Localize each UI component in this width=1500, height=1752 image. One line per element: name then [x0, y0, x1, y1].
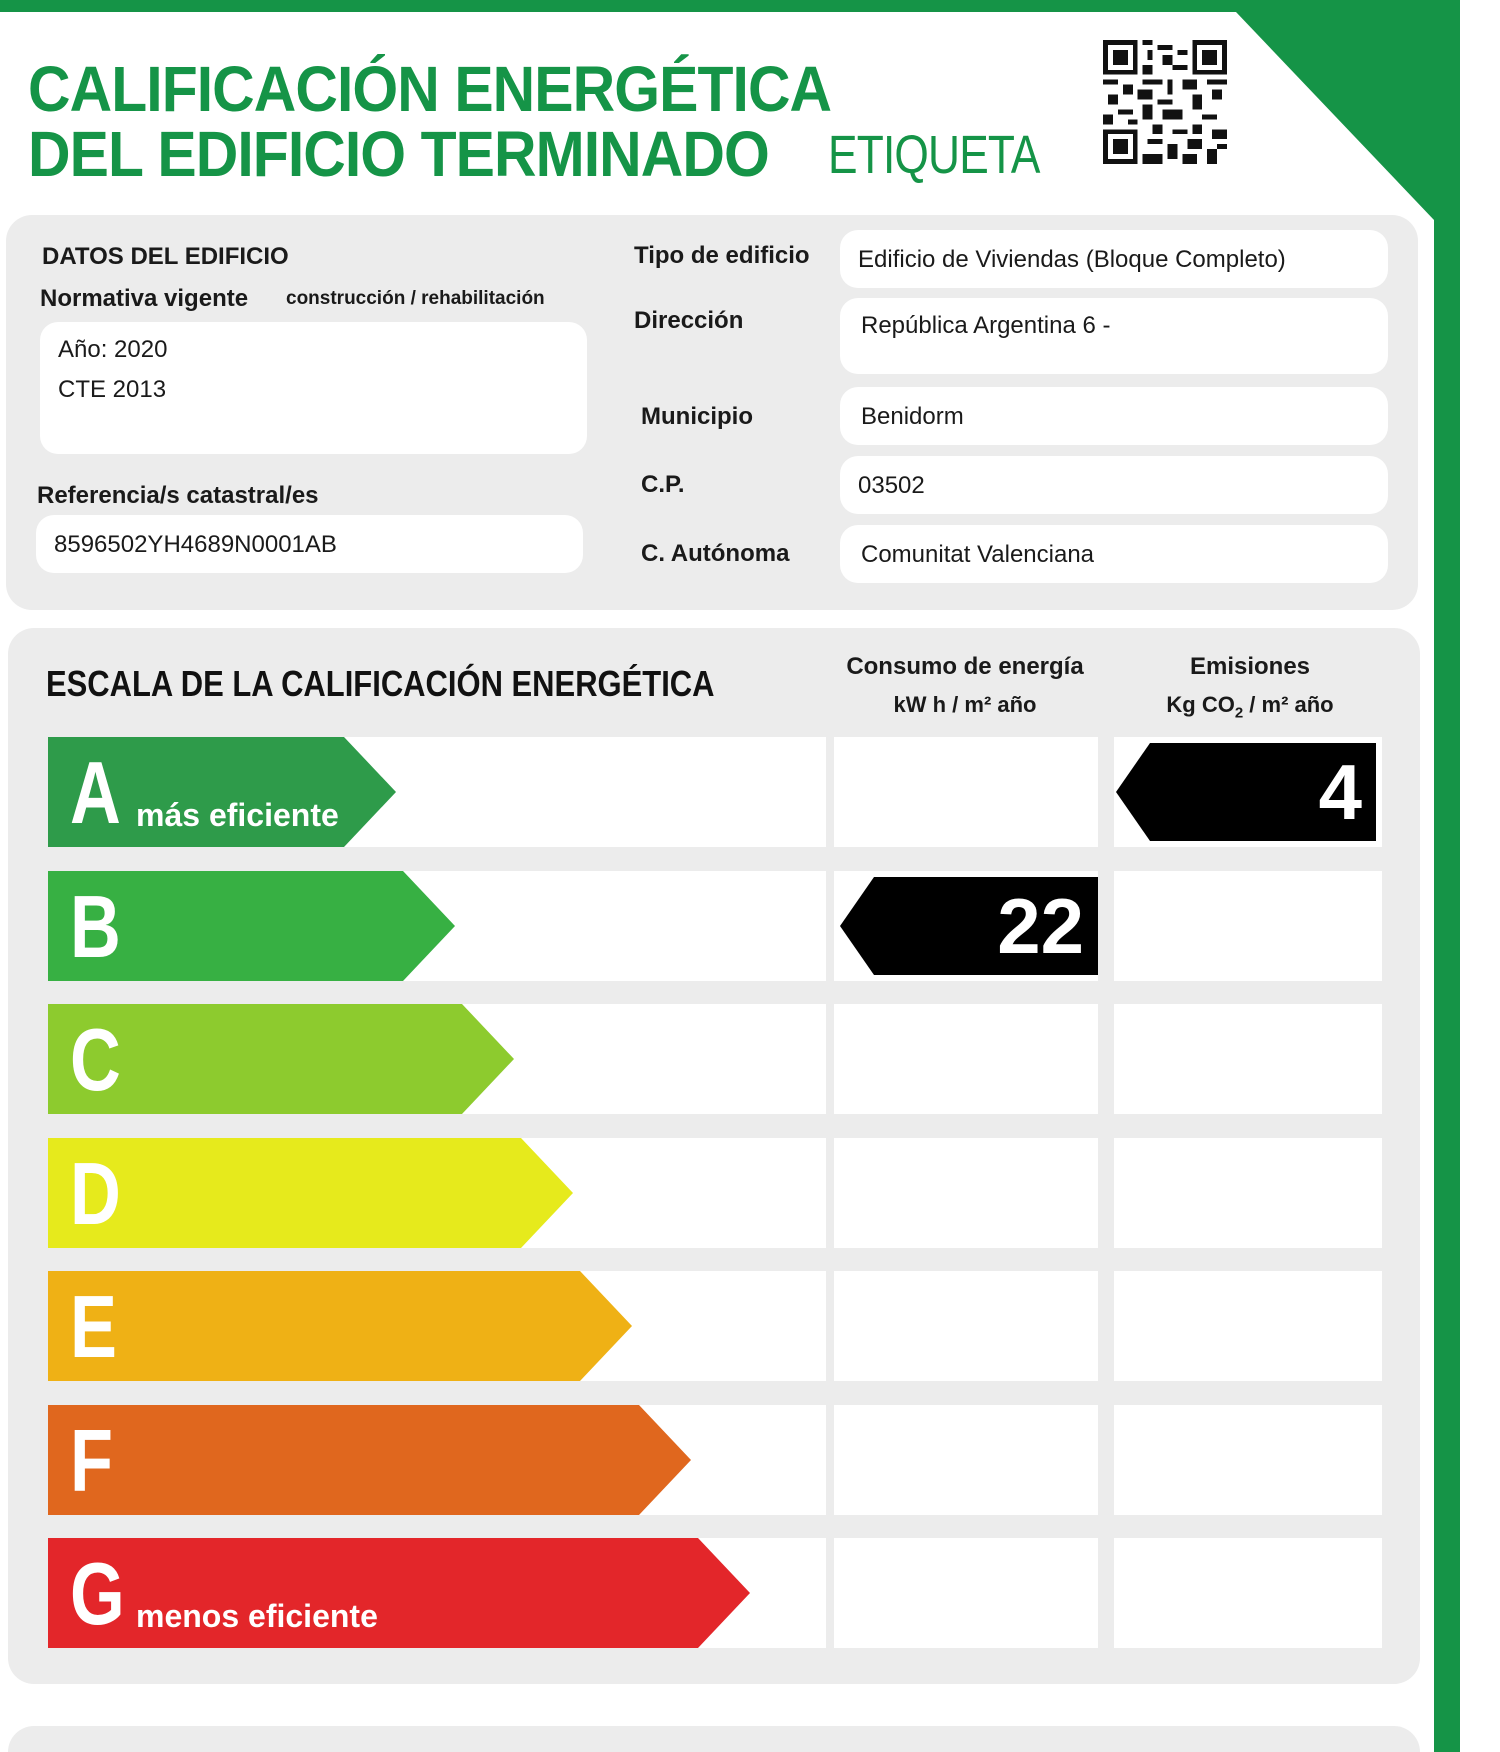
- cp-label: C.P.: [641, 471, 685, 498]
- title-line-2: DEL EDIFICIO TERMINADO: [28, 118, 769, 190]
- emisiones-cell-f: [1114, 1405, 1382, 1515]
- referencia-field: 8596502YH4689N0001AB: [36, 515, 583, 573]
- rating-sublabel-a: más eficiente: [136, 797, 339, 833]
- emisiones-cell-d: [1114, 1138, 1382, 1248]
- title-line-1: CALIFICACIÓN ENERGÉTICA: [28, 53, 832, 125]
- rating-arrow-e: [48, 1271, 632, 1381]
- bottom-panel: [8, 1726, 1420, 1752]
- emisiones-header: [1112, 648, 1388, 732]
- consumo-cell-d: [834, 1138, 1098, 1248]
- corner-triangle: [1230, 0, 1460, 230]
- autonoma-label: C. Autónoma: [641, 540, 790, 567]
- rating-letter-g: G: [70, 1544, 125, 1643]
- rating-arrow-d: [48, 1138, 573, 1248]
- rating-arrow-f: [48, 1405, 691, 1515]
- rating-letter-d: D: [70, 1144, 121, 1243]
- referencia-label: Referencia/s catastral/es: [37, 482, 319, 509]
- emisiones-unit: Kg $CO_2 / m^2$ año: [1166, 692, 1334, 722]
- emisiones-cell-c: [1114, 1004, 1382, 1114]
- right-border: [1434, 0, 1460, 1752]
- consumo-unit: kW h / m² año: [893, 692, 1037, 717]
- tipo-field: Edificio de Viviendas (Bloque Completo): [840, 230, 1388, 288]
- emisiones-cell-g: [1114, 1538, 1382, 1648]
- municipio-field: Benidorm: [840, 387, 1388, 445]
- emisiones-cell-b: [1114, 871, 1382, 981]
- consumo-header: [830, 648, 1100, 724]
- rating-sublabel-g: menos eficiente: [136, 1598, 378, 1634]
- rating-letter-b: B: [70, 877, 121, 976]
- building-section-title: DATOS DEL EDIFICIO: [42, 243, 289, 270]
- qr-code-icon: [1103, 40, 1227, 164]
- consumo-cell-c: [834, 1004, 1098, 1114]
- rating-letter-c: C: [70, 1010, 121, 1109]
- normativa-year: Año: 2020: [58, 336, 168, 363]
- municipio-label: Municipio: [641, 403, 753, 430]
- consumo-value: 22: [997, 882, 1084, 970]
- consumo-cell-a: [834, 737, 1098, 847]
- etiqueta-label: ETIQUETA: [828, 125, 1040, 185]
- rating-letter-f: F: [70, 1411, 114, 1510]
- normativa-field: [40, 322, 587, 454]
- autonoma-field: Comunitat Valenciana: [840, 525, 1388, 583]
- normativa-code: CTE 2013: [58, 376, 167, 403]
- emisiones-cell-e: [1114, 1271, 1382, 1381]
- normativa-label: Normativa vigente: [40, 285, 249, 312]
- normativa-note: construcción / rehabilitación: [286, 288, 545, 309]
- direccion-label: Dirección: [634, 307, 744, 334]
- rating-letter-a: A: [70, 743, 121, 842]
- consumo-cell-e: [834, 1271, 1098, 1381]
- consumo-cell-g: [834, 1538, 1098, 1648]
- emisiones-header-label: Emisiones: [1189, 653, 1311, 680]
- tipo-label: Tipo de edificio: [634, 242, 810, 269]
- consumo-cell-f: [834, 1405, 1098, 1515]
- scale-title: ESCALA DE LA CALIFICACIÓN ENERGÉTICA: [46, 663, 715, 704]
- direccion-field: República Argentina 6 -: [840, 298, 1388, 374]
- emisiones-value: 4: [1318, 748, 1362, 836]
- cp-field: 03502: [840, 456, 1388, 514]
- consumo-header-label: Consumo de energía: [846, 653, 1084, 680]
- rating-letter-e: E: [70, 1277, 117, 1376]
